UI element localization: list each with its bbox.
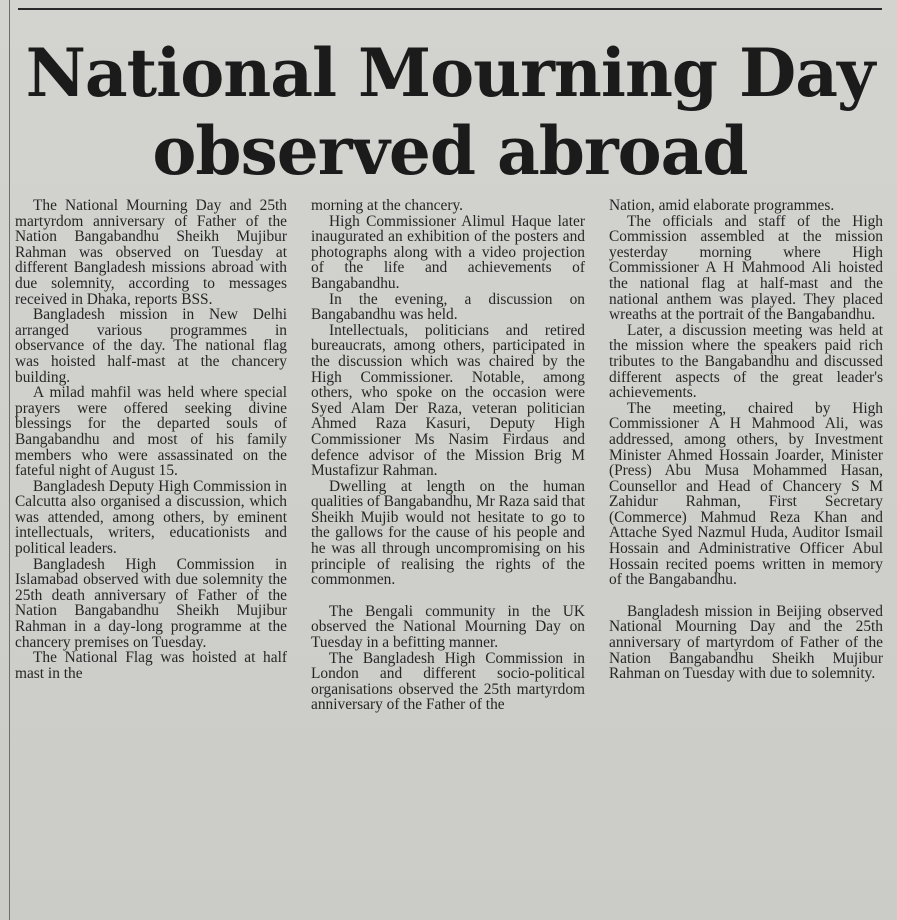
article-column-1 <box>15 198 287 681</box>
paragraph: In the evening, a discussion on Bangabandhu was held. <box>311 290 585 324</box>
paragraph: The Bangladesh High Commission in London and different socio-political organisations observed the 25th martyrdom anniversary of the Father of the <box>311 649 585 714</box>
paragraph: Bangladesh mission in New Delhi arranged various programmes in observance of the day. The national flag was hoisted half-mast at the chancery building. <box>15 306 287 386</box>
column-rule <box>9 0 10 920</box>
headline-line-2: observed abroad <box>152 112 748 190</box>
top-rule <box>18 8 882 10</box>
article-column-3 <box>609 198 883 682</box>
paragraph: Intellectuals, politicians and retired bureaucrats, among others, participated in the discussion which was chaired by the High Commissioner. Notable, among others, who spoke on the occasion were Syed Alam Der Raza, veteran politician Ahmed Raza Kasuri, Deputy High Commissioner Ms Nasim Firdaus and defence advisor of the Mission Brig M Mustafizur Rahman. <box>311 321 585 480</box>
paragraph: The officials and staff of the High Commission assembled at the mission yesterday morning where High Commissioner A H Mahmood Ali hoisted the national flag at half-mast and the national anthem was played. They placed wreaths at the portrait of the Bangabandhu. <box>609 212 883 324</box>
headline-line-1: National Mourning Day <box>25 34 875 112</box>
paragraph: The meeting, chaired by High Commissioner A H Mahmood Ali, was addressed, among others, by Investment Minister Ahmed Hossain Joarder, Minister (Press) Abu Musa Mohammed Hasan, Counsellor and Head of Chancery S M Zahidur Rahman, First Secretary (Commerce) Mahmud Reza Khan and Attache Syed Nazmul Huda, Auditor Ismail Hossain and Administrative Officer Abul Hossain recited poems written in memory of the Bangabandhu. <box>609 399 883 589</box>
paragraph: Bangladesh Deputy High Commission in Calcutta also organised a discussion, which was attended, among others, by eminent intellectuals, writers, educationists and political leaders. <box>15 477 287 558</box>
paragraph: morning at the chancery. <box>311 197 463 214</box>
paragraph: Nation, amid elaborate programmes. <box>609 197 835 214</box>
paragraph: The National Mourning Day and 25th martyrdom anniversary of Father of the Nation Bangabandhu Sheikh Mujibur Rahman was observed on Tuesday at different Bangladesh missions abroad with due solemnity, according to messages received in Dhaka, reports BSS. <box>15 197 287 308</box>
paragraph: Bangladesh mission in Beijing observed National Mourning Day and the 25th anniversary of martyrdom of Father of the Nation Bangabandhu Sheikh Mujibur Rahman on Tuesday with due to solemnity. <box>609 602 883 683</box>
paragraph: High Commissioner Alimul Haque later inaugurated an exhibition of the posters and photographs along with a video projection of the life and achievements of Bangabandhu. <box>311 212 585 292</box>
paragraph: Later, a discussion meeting was held at the mission where the speakers paid rich tributes to the Bangabandhu and discussed different aspects of the great leader's achievements. <box>609 321 883 402</box>
article-column-2 <box>311 198 585 713</box>
paragraph: The National Flag was hoisted at half mast in the <box>15 649 287 682</box>
paragraph: The Bengali community in the UK observed the National Mourning Day on Tuesday in a befitting manner. <box>311 602 585 652</box>
paragraph: Bangladesh High Commission in Islamabad observed with due solemnity the 25th death anniversary of Father of the Nation Bangabandhu Sheikh Mujibur Rahman in a day-long programme at the chancery premises on Tuesday. <box>15 555 287 651</box>
headline <box>20 34 880 190</box>
paragraph: A milad mahfil was held where special prayers were offered seeking divine blessings for the departed souls of Bangabandhu and most of his family members who were assassinated on the fateful night of August 15. <box>15 384 287 480</box>
paragraph: Dwelling at length on the human qualities of Bangabandhu, Mr Raza said that Sheikh Mujib would not hesitate to go to the gallows for the cause of his people and he was all through uncompromising on his principle of realising the rights of the commonmen. <box>311 477 585 589</box>
